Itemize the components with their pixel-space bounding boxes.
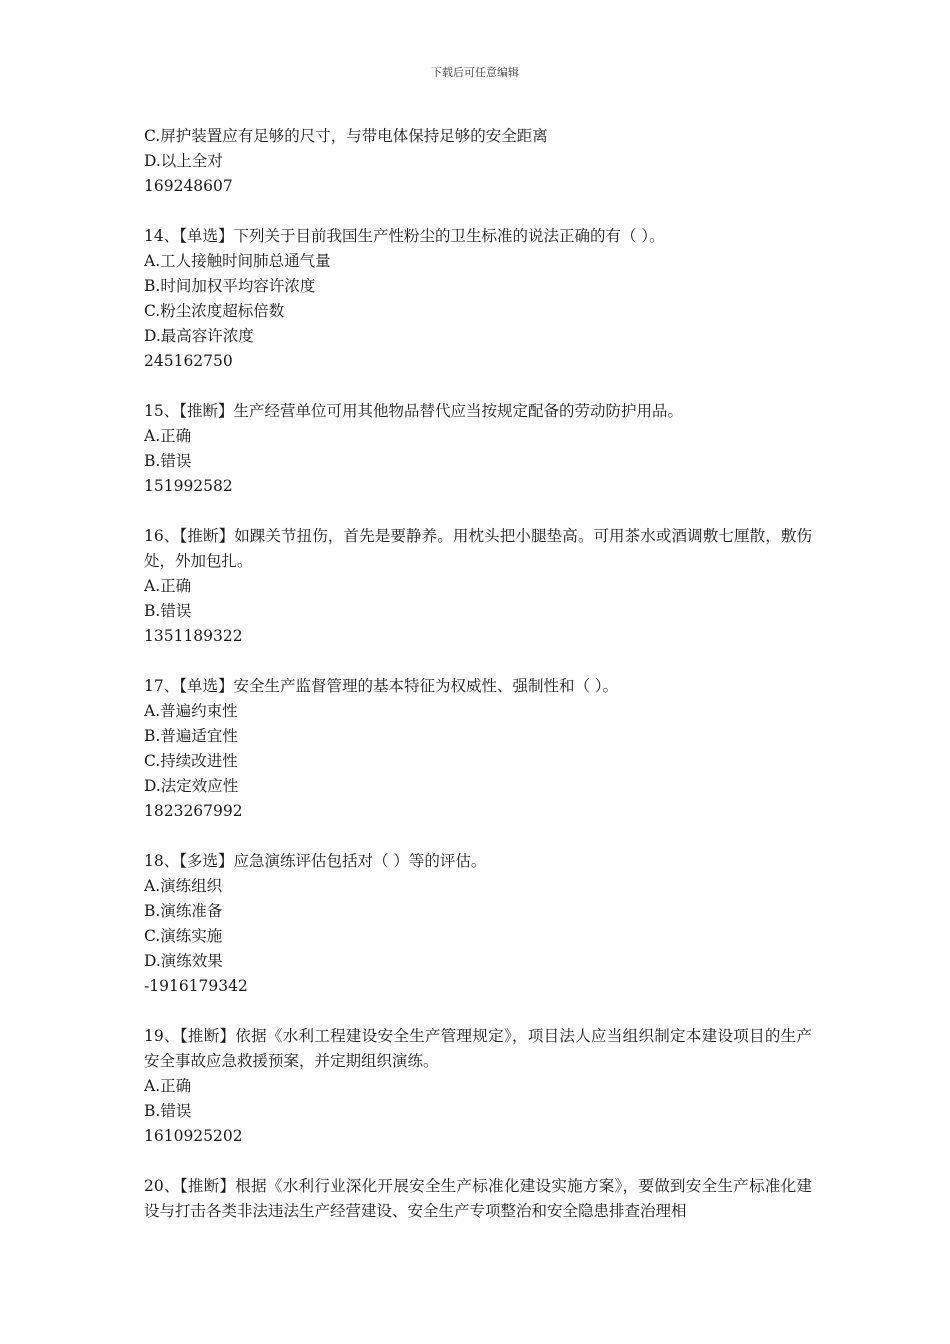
- option-line: D.以上全对: [144, 152, 223, 170]
- question-text: 20、【推断】根据《水利行业深化开展安全生产标准化建设实施方案》，要做到安全生产标准化建设与打击各类非法违法生产经营建设、安全生产专项整治和安全隐患排查治理相: [144, 1177, 812, 1220]
- option-line: D.演练效果: [144, 952, 223, 970]
- page-header: 下载后可任意编辑: [431, 66, 519, 79]
- question-code: 245162750: [144, 352, 233, 370]
- question-20: [144, 1174, 812, 1224]
- option-line: B.错误: [144, 602, 192, 620]
- option-line: C.粉尘浓度超标倍数: [144, 302, 285, 320]
- lead-block: [144, 124, 812, 199]
- option-line: B.普遍适宜性: [144, 727, 238, 745]
- option-line: B.错误: [144, 1102, 192, 1120]
- question-code: 169248607: [144, 177, 233, 195]
- question-18: [144, 849, 812, 999]
- question-text: 18、【多选】应急演练评估包括对（ ）等的评估。: [144, 852, 487, 870]
- question-text: 19、【推断】依据《水利工程建设安全生产管理规定》，项目法人应当组织制定本建设项目的生产安全事故应急救援预案，并定期组织演练。: [144, 1027, 812, 1070]
- option-line: A.普遍约束性: [144, 702, 238, 720]
- question-16: [144, 524, 812, 649]
- question-text: 15、【推断】生产经营单位可用其他物品替代应当按规定配备的劳动防护用品。: [144, 402, 683, 420]
- question-17: [144, 674, 812, 824]
- question-code: 151992582: [144, 477, 233, 495]
- question-code: 1351189322: [144, 627, 243, 645]
- option-line: B.演练准备: [144, 902, 223, 920]
- option-line: C.持续改进性: [144, 752, 238, 770]
- option-line: A.正确: [144, 427, 192, 445]
- option-line: A.正确: [144, 1077, 192, 1095]
- question-text: 16、【推断】如踝关节扭伤，首先是要静养。用枕头把小腿垫高。可用茶水或酒调敷七厘散，敷伤处，外加包扎。: [144, 527, 812, 570]
- option-line: D.最高容许浓度: [144, 327, 254, 345]
- document-body: [144, 124, 812, 1249]
- question-code: 1610925202: [144, 1127, 243, 1145]
- question-14: [144, 224, 812, 374]
- option-line: A.演练组织: [144, 877, 223, 895]
- question-15: [144, 399, 812, 499]
- option-line: A.工人接触时间肺总通气量: [144, 252, 331, 270]
- question-text: 17、【单选】安全生产监督管理的基本特征为权威性、强制性和（ ）。: [144, 677, 619, 695]
- option-line: C.演练实施: [144, 927, 223, 945]
- question-19: [144, 1024, 812, 1149]
- question-code: -1916179342: [144, 977, 248, 995]
- option-line: A.正确: [144, 577, 192, 595]
- question-text: 14、【单选】下列关于目前我国生产性粉尘的卫生标准的说法正确的有（ ）。: [144, 227, 665, 245]
- option-line: B.错误: [144, 452, 192, 470]
- option-line: C.屏护装置应有足够的尺寸，与带电体保持足够的安全距离: [144, 127, 548, 145]
- question-code: 1823267992: [144, 802, 243, 820]
- option-line: B.时间加权平均容许浓度: [144, 277, 316, 295]
- option-line: D.法定效应性: [144, 777, 239, 795]
